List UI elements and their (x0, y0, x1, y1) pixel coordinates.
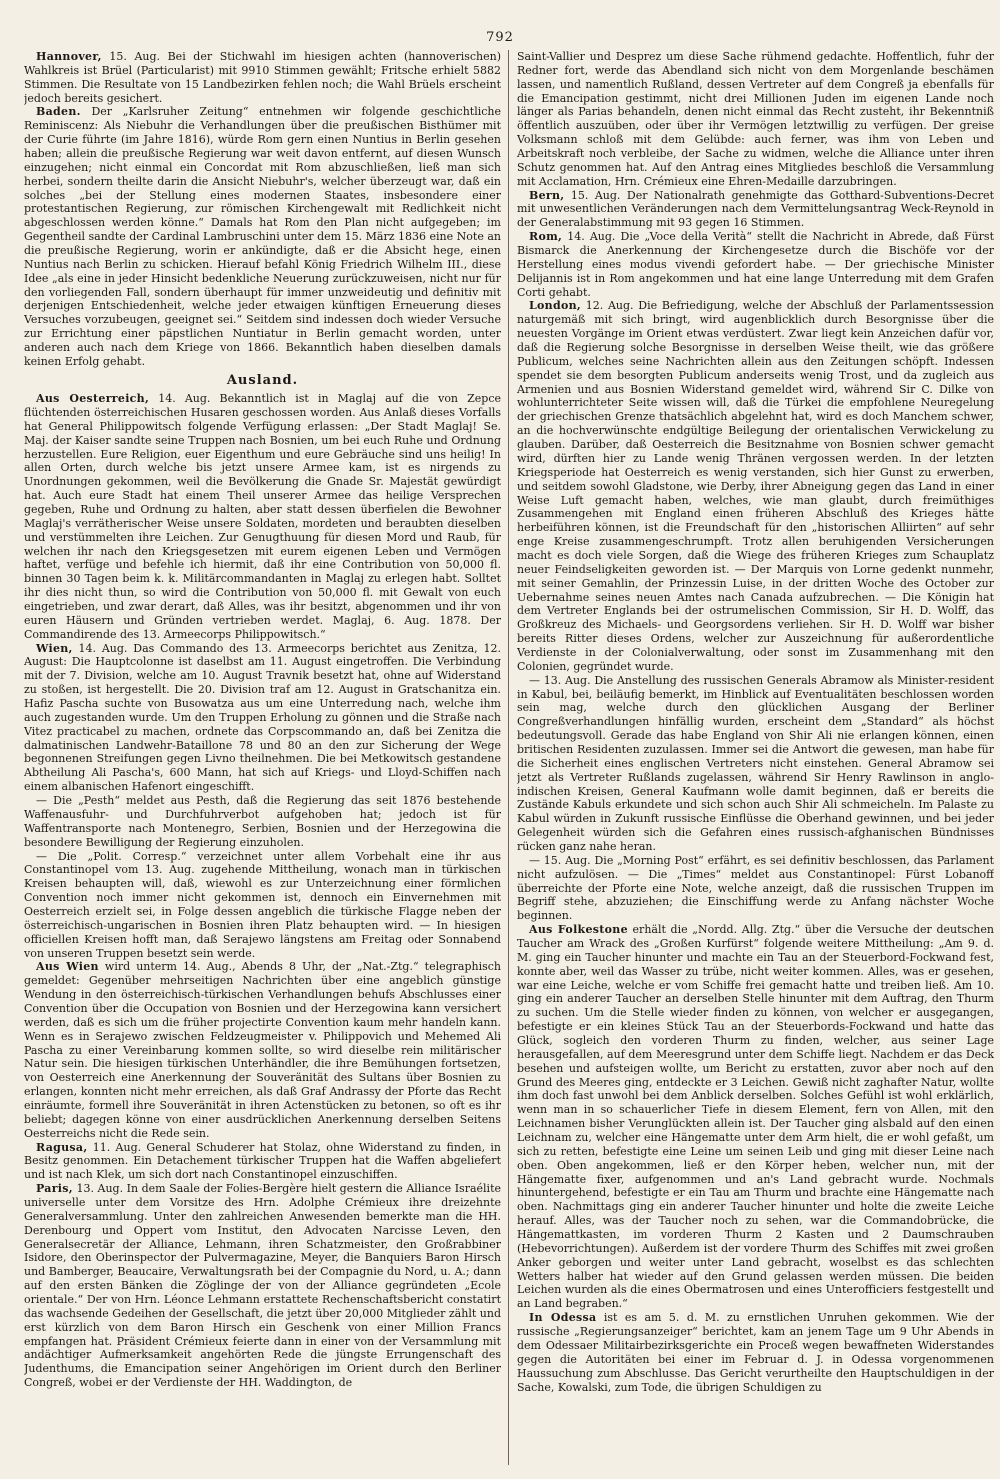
paragraph-text: erhält die „Nordd. Allg. Ztg.“ über die Versuche der deutschen Taucher am Wrack des „Großen Kurfürst“ folgende weitere Mittheilung: „Am 9. d. M. ging ein Taucher hinunter und machte ein Tau an der Steuerbord-Fockwand fest, konnte aber, weil das Wasser zu trübe, nicht weiter kommen. Alles, was er gesehen, war eine Leiche, welche er vom Schiffe frei gemacht hatte und treiben ließ. Am 10. ging ein anderer Taucher an derselben Stelle hinunter mit dem Auftrag, den Thurm zu suchen. Um die Stelle wieder finden zu können, von welcher er ausgegangen, befestigte er ein kleines Stück Tau an der Steuerbords-Fockwand und hatte das Glück, sogleich den vorderen Thurm zu finden, welcher, aus seiner Lage herausgefallen, auf dem Meeresgrund unter dem Schiffe liegt. Nachdem er das Deck besehen und aufsteigen wollte, um Bericht zu erstatten, zuvor aber noch auf den Grund des Meeres ging, entdeckte er 3 Leichen. Gewiß nicht zaghafter Natur, wollte ihm doch fast unwohl bei dem Anblick derselben. Solches Gefühl ist wohl erklärlich, wenn man in so schauerlicher Tiefe in diesem Element, fern von Allen, mit den Leichnamen bisher Verunglückten allein ist. Der Taucher ging alsbald auf den einen Leichnam zu, welcher eine Hängematte unter dem Arm hielt, die er wohl gefaßt, um sich zu retten, befestigte eine Leine um seinen Leib und ging mit dieser Leine nach oben. Oben angekommen, ließ er den Körper heben, welcher nun, mit der Hängematte fixer, aufgenommen und an's Land gebracht wurde. Nochmals hinuntergehend, befestigte er ein Tau am Thurm und brachte eine Hängematte nach oben. Nachmittags ging ein anderer Taucher hinunter und holte die zweite Leiche herauf. Alles, was der Taucher noch zu sehen, war die Commandobrücke, die Hängemattkasten, im vorderen Thurm 2 Kasten und 2 Daumschrauben (Hebevorrichtungen). Außerdem ist der vordere Thurm des Schiffes mit zwei großen Anker geborgen und weiter unter Land gebracht, woselbst es das schlechten Wetters halber hat wieder auf den Grund gelassen werden müssen. Die beiden Leichen wurden als die eines Obermatrosen und eines Unterofficiers festgestellt und an Land begraben.“ (517, 923, 994, 1311)
dateline: Aus Wien (36, 960, 99, 974)
left-column (24, 50, 501, 1468)
paragraph-text: 14. Aug. Das Commando des 13. Armeecorps berichtet aus Zenitza, 12. August: Die Hauptcolonne ist daselbst am 11. August eingetroffen. Die Verbindung mit der 7. Division, welche am 10. August Travnik besetzt hat, ohne auf Widerstand zu stoßen, ist hergestellt. Die 20. Division traf am 12. August in Gratschanitza ein. Hafiz Pascha suchte von Busowatza aus um eine Unterredung nach, welche ihm auch zugestanden wurde. Um den Truppen Erholung zu gönnen und die Straße nach Vitez practicabel zu machen, ordnete das Corpscommando an, daß bei Zenitza die dalmatinischen Landwehr-Bataillone 78 und 80 an den zur Sicherung der Wege begonnenen Streifungen gegen Livno theilnehmen. Die bei Metkowitsch gestandene Abtheilung Ali Pascha's, 600 Mann, hat sich auf Kriegs- und Lloyd-Schiffen nach einem albanischen Hafenort eingeschifft. (24, 641, 501, 794)
dateline: London, (529, 299, 582, 313)
paragraph-text: — 15. Aug. Die „Morning Post“ erfährt, es sei definitiv beschlossen, das Parlament nicht aufzulösen. — Die „Times“ meldet aus Constantinopel: Fürst Lobanoff überreichte der Pforte eine Note, welche anzeigt, daß die russischen Truppen im Begriff stehe, abzuziehen; die Einschiffung werde zu Anfang nächster Woche beginnen. (517, 853, 994, 923)
paragraph-text: ist es am 5. d. M. zu ernstlichen Unruhen gekommen. Wie der russische „Regierungsanzeiger“ berichtet, kam an jenem Tage um 9 Uhr Abends in dem Odessaer Militairbezirksgerichte ein Proceß wegen bewaffneten Widerstandes gegen die Autoritäten bei einer im Februar d. J. in Odessa vorgenommenen Haussuchung zum Abschlusse. Das Gericht verurtheilte den Hauptschuldigen in der Sache, Kowalski, zum Tode, die übrigen Schuldigen zu (517, 1311, 994, 1394)
article-paragraph (517, 674, 994, 854)
article-paragraph (24, 392, 501, 641)
dateline: Paris, (36, 1182, 73, 1196)
dateline: Aus Folkestone (529, 923, 628, 937)
article-paragraph (517, 189, 994, 231)
article-paragraph (517, 854, 994, 923)
paragraph-text: 11. Aug. General Schuderer hat Stolaz, ohne Widerstand zu finden, in Besitz genommen. Ein Detachement türkischer Truppen hat die Waffen abgeliefert und ist nach Klek, um sich dort nach Constantinopel einzuschiffen. (24, 1140, 501, 1182)
paragraph-text: 14. Aug. Die „Voce della Verità“ stellt die Nachricht in Abrede, daß Fürst Bismarck die Anerkennung der Kirchengesetze durch die Bischöfe vor der Herstellung eines modus vivendi gefordert habe. — Der griechische Minister Delijannis ist in Rom angekommen und hat eine lange Unterredung mit dem Grafen Corti gehabt. (517, 230, 994, 299)
article-paragraph (24, 1141, 501, 1183)
dateline: Hannover, (36, 50, 102, 63)
paragraph-text: Der „Karlsruher Zeitung“ entnehmen wir folgende geschichtliche Reminiscenz: Als Niebuhr die Verhandlungen über die preußischen Bisthümer mit der Curie führte (im Jahre 1816), würde Rom gern einen Nuntius in Berlin gesehen haben; allein die preußische Regierung war weit davon entfernt, auf diesen Wunsch einzugehen; nicht einmal ein Concordat mit Rom abzuschließen, ließ man sich herbei, sondern theilte darin die Ansicht Niebuhr's, welcher überzeugt war, daß ein solches „bei der Stellung eines modernen Staates, insbesondere einer protestantischen Regierung, zur römischen Kirchengewalt mit Redlichkeit nicht abgeschlossen werden könne.“ Damals hat Rom den Plan nicht aufgegeben; im Gegentheil sandte der Cardinal Lambruschini unter dem 15. März 1836 eine Note an die preußische Regierung, worin er ankündigte, daß er die Absicht hege, einen Nuntius nach Berlin zu schicken. Hierauf befahl König Friedrich Wilhelm III., diese Idee „als eine in jeder Hinsicht bedenkliche Neuerung zurückzuweisen, nicht nur für den vorliegenden Fall, sondern überhaupt für immer unzweideutig und definitiv mit derjenigen Entschiedenheit, welche jeder etwaigen künftigen Erneuerung dieses Versuches vorzubeugen, geeignet sei.“ Seitdem sind indessen doch wieder Versuche zur Errichtung einer päpstlichen Nuntiatur in Berlin gemacht worden, unter anderen auch nach dem Kriege von 1866. Bekanntlich haben dieselben damals keinen Erfolg gehabt. (24, 105, 501, 368)
dateline: Rom, (529, 230, 563, 244)
article-paragraph (517, 50, 994, 189)
article-paragraph (24, 850, 501, 961)
dateline: Ragusa, (36, 1140, 88, 1154)
article-paragraph (24, 105, 501, 368)
article-paragraph (517, 230, 994, 299)
article-paragraph (24, 1182, 501, 1390)
page-number: 792 (486, 30, 514, 45)
right-column (517, 50, 994, 1468)
dateline: Bern, (529, 188, 565, 202)
section-heading-ausland: Ausland. (226, 372, 299, 388)
paragraph-text: — Die „Polit. Corresp.“ verzeichnet unter allem Vorbehalt eine ihr aus Constantinopel vom 13. Aug. zugehende Mittheilung, wonach man in türkischen Kreisen behaupten will, daß, wiewohl es zur Unterzeichnung einer förmlichen Convention noch immer nicht gekommen ist, dennoch ein Einvernehmen mit Oesterreich erzielt sei, in Folge dessen angeblich die türkische Flagge neben der österreichisch-ungarischen in Bosnien ihren Platz behaupten wird. — In hiesigen officiellen Kreisen hofft man, daß Serajewo längstens am Freitag oder Sonnabend von unseren Truppen besetzt sein werde. (24, 849, 501, 960)
dateline: In Odessa (529, 1311, 597, 1325)
dateline: Aus Oesterreich, (36, 392, 150, 406)
paragraph-text: wird unterm 14. Aug., Abends 8 Uhr, der „Nat.-Ztg.“ telegraphisch gemeldet: Gegenüber mehrseitigen Nachrichten über eine angeblich günstige Wendung in den österreichisch-türkischen Verhandlungen behufs Abschlusses einer Convention über die Occupation von Bosnien und der Herzegowina kann versichert werden, daß es sich um die früher projectirte Convention kaum mehr handeln kann. Wenn es in Serajewo zwischen Feldzeugmeister v. Philippovich und Mehemed Ali Pascha zu einer Vereinbarung kommen sollte, so wird dieselbe rein militärischer Natur sein. Die hiesigen türkischen Unterhändler, die ihre Bemühungen fortsetzen, von Oesterreich eine Anerkennung der Souveränität des Sultans über Bosnien zu erlangen, konnten nicht mehr erreichen, als daß Graf Andrassy der Pforte das Recht einräumte, formell ihre Souveränität in ihren Actenstücken zu betonen, so oft es ihr beliebt; dagegen könne von einer ausdrücklichen Anerkennung derselben Seitens Oesterreichs nicht die Rede sein. (24, 960, 501, 1140)
paragraph-text: 12. Aug. Die Befriedigung, welche der Abschluß der Parlamentssession naturgemäß mit sich bringt, wird augenblicklich durch Besorgnisse über die neuesten Vorgänge im Orient etwas verdüstert. Zwar liegt kein Anzeichen dafür vor, daß die Regierung solche Besorgnisse in derselben Weise theilt, wie das größere Publicum, welches seine Nachrichten allein aus den Zeitungen schöpft. Indessen spendet sie dem besorgten Publicum anderseits wenig Trost, und da zugleich aus Armenien und aus Bosnien Widerstand gemeldet wird, während Sir C. Dilke von wohlunterrichteter Seite wissen will, daß die Türkei die empfohlene Neuregelung der griechischen Grenze thatsächlich abgelehnt hat, wird es doch Manchem schwer, an die hochverwünschte endgültige Beilegung der orientalischen Verwickelung zu glauben. Darüber, daß Oesterreich die Besitznahme von Bosnien schwer gemacht wird, dürften hier zu Lande wenig Thränen vergossen werden. In der letzten Kriegsperiode hat Oesterreich es wenig verstanden, sich hier Gunst zu erwerben, und seitdem sowohl Gladstone, wie Derby, ihrer Abneigung gegen das Land in einer Weise Luft gemacht haben, welches, wie man glaubt, durch freimüthiges Zusammengehen mit England einen früheren Abschluß des Krieges hätte herbeiführen können, ist die Freundschaft für den „historischen Alliirten“ auf sehr enge Kreise zusammengeschrumpft. Trotz allen beruhigenden Versicherungen macht es doch viele Sorgen, daß die Wiege des früheren Krieges zum Schauplatz neuer Feindseligkeiten geworden ist. — Der Marquis von Lorne gedenkt nunmehr, mit seiner Gemahlin, der Prinzessin Luise, in der dritten Woche des October zur Uebernahme seines neuen Amtes nach Canada aufzubrechen. — Die Königin hat dem Vertreter Englands bei der ostrumelischen Commission, Sir H. D. Wolff, das Großkreuz des Michaels- und Georgsordens verliehen. Sir H. D. Wolff war bisher bereits Ritter dieses Ordens, welcher zur Auszeichnung für außerordentliche Verdienste in der Colonialverwaltung, oder sonst im Zusammenhang mit den Colonien, gegründet wurde. (517, 299, 994, 673)
article-paragraph (517, 299, 994, 673)
paragraph-text: 14. Aug. Bekanntlich ist in Maglaj auf die von Zepce flüchtenden österreichischen Husaren geschossen worden. Aus Anlaß dieses Vorfalls hat General Philippowitsch folgende Verfügung erlassen: „Der Stadt Maglaj! Se. Maj. der Kaiser sandte seine Truppen nach Bosnien, um bei euch Ruhe und Ordnung herzustellen. Eure Religion, euer Eigenthum und eure Gebräuche sind uns heilig! In allen Orten, durch welche bis jetzt unsere Armee kam, ist es nirgends zu Unordnungen gekommen, weil die Bevölkerung die Gnade Sr. Majestät gewürdigt hat. Auch eure Stadt hat einem Theil unserer Armee das heilige Versprechen gegeben, Ruhe und Ordnung zu halten, aber statt dessen überfielen die Bewohner Maglaj's verrätherischer Weise unsere Soldaten, mordeten und beraubten dieselben und verstümmelten ihre Leichen. Zur Genugthuung für diesen Mord und Raub, für welchen ihr nach den Kriegsgesetzen mit eurem eigenen Leben und Vermögen haftet, verfüge und befehle ich hiermit, daß ihr eine Contribution von 50,000 fl. binnen 30 Tagen beim k. k. Militärcommandanten in Maglaj zu erlegen habt. Solltet ihr dies nicht thun, so wird die Contribution von 50,000 fl. mit Gewalt von euch eingetrieben, und zwar derart, daß Alles, was ihr besitzt, abgenommen und ihr von euren Häusern und Gründen vertrieben werdet. Maglaj, 6. Aug. 1878. Der Commandirende des 13. Armeecorps Philippowitsch.“ (24, 392, 501, 641)
column-divider (508, 50, 509, 1465)
dateline: Wien, (36, 641, 73, 655)
paragraph-text: Saint-Vallier und Desprez um diese Sache rühmend gedachte. Hoffentlich, fuhr der Redner fort, werde das Abendland sich nicht von dem Morgenlande beschämen lassen, und namentlich Rußland, dessen Vertreter auf dem Congreß ja ebenfalls für die Emancipation gestimmt, nicht drei Millionen Juden im eigenen Lande noch länger als Parias behandeln, denen nicht einmal das Recht zusteht, ihr Bekenntniß öffentlich auszuüben, oder über ihr Vermögen letztwillig zu verfügen. Der greise Volksmann schloß mit dem Gelübde: auch ferner, was ihm von Leben und Arbeitskraft noch verbleibe, der Sache zu widmen, welche die Alliance unter ihren Schutz genommen hat. Auf den Antrag eines Mitgliedes beschloß die Versammlung mit Acclamation, Hrn. Crémieux eine Ehren-Medaille darzubringen. (517, 50, 994, 188)
dateline: Baden. (36, 105, 81, 119)
article-paragraph (517, 923, 994, 1311)
paragraph-text: 15. Aug. Bei der Stichwahl im hiesigen achten (hannoverischen) Wahlkreis ist Brüel (Particularist) mit 9910 Stimmen gewählt; Fritsche erhielt 5882 Stimmen. Die Resultate von 15 Landbezirken fehlen noch; die Wahl Brüels erscheint jedoch bereits gesichert. (24, 50, 501, 105)
article-paragraph (24, 794, 501, 849)
article-paragraph (24, 50, 501, 105)
paragraph-text: — 13. Aug. Die Anstellung des russischen Generals Abramow als Minister-resident in Kabul, bei, beiläufig bemerkt, im Hinblick auf Eventualitäten beschlossen worden sein mag, welche durch den glücklichen Ausgang der Berliner Congreßverhandlungen hinfällig wurden, erscheint dem „Standard“ als höchst bedeutungsvoll. Gerade das habe England von Shir Ali nie erlangen können, einen britischen Residenten zuzulassen. Immer sei die Antwort die gewesen, man habe für die Sicherheit eines englischen Vertreters nicht einstehen. General Abramow sei jetzt als Vertreter Rußlands zugelassen, während Sir Henry Rawlinson in anglo-indischen Kreisen, General Kaufmann wolle damit beginnen, daß er bereits die Zustände Kabuls erkundete und sich schon auch Shir Ali schmeicheln. Im Palaste zu Kabul würden in Zukunft russische Einflüsse die Oberhand gewinnen, und bei jeder Gelegenheit würden sich die Gefahren eines russisch-afghanischen Bündnisses rücken ganz nahe heran. (517, 673, 994, 853)
article-paragraph (24, 642, 501, 794)
paragraph-text: — Die „Pesth“ meldet aus Pesth, daß die Regierung das seit 1876 bestehende Waffenausfuhr- und Durchfuhrverbot aufgehoben hat; jedoch ist für Waffentransporte nach Montenegro, Serbien, Bosnien und der Herzegowina die besondere Bewilligung der Regierung einzuholen. (24, 794, 501, 849)
article-paragraph (517, 1311, 994, 1394)
article-paragraph (24, 960, 501, 1140)
paragraph-text: 13. Aug. In dem Saale der Folies-Bergère hielt gestern die Alliance Israélite universelle unter dem Vorsitze des Hrn. Adolphe Crémieux ihre dreizehnte Generalversammlung. Unter den zahlreichen Anwesenden bemerkte man die HH. Derenbourg und Oppert vom Institut, den Advocaten Narcisse Leven, den Generalsecretär der Alliance, Lehmann, ihren Schatzmeister, den Großrabbiner Isidore, den Oberinspector der Pulvermagazine, Meyer, die Banquiers Baron Hirsch und Bamberger, Beaucaire, Verwaltungsrath bei der Compagnie du Nord, u. A.; dann auf den ersten Bänken die Zöglinge der von der Alliance gegründeten „Ecole orientale.“ Der von Hrn. Léonce Lehmann erstattete Rechenschaftsbericht constatirt das wachsende Gedeihen der Gesellschaft, die jetzt über 20,000 Mitglieder zählt und erst kürzlich von dem Baron Hirsch ein Geschenk von einer Million Francs empfangen hat. Präsident Crémieux feierte dann in einer von der Versammlung mit andächtiger Aufmerksamkeit angehörten Rede die jüngste Errungenschaft des Judenthums, die Emancipation seiner Angehörigen im Orient durch den Berliner Congreß, wobei er der Verdienste der HH. Waddington, de (24, 1182, 501, 1390)
paragraph-text: 15. Aug. Der Nationalrath genehmigte das Gotthard-Subventions-Decret mit unwesentlichen Veränderungen nach dem Vermittelungsantrag Weck-Reynold in der Generalabstimmung mit 93 gegen 16 Stimmen. (517, 188, 994, 230)
